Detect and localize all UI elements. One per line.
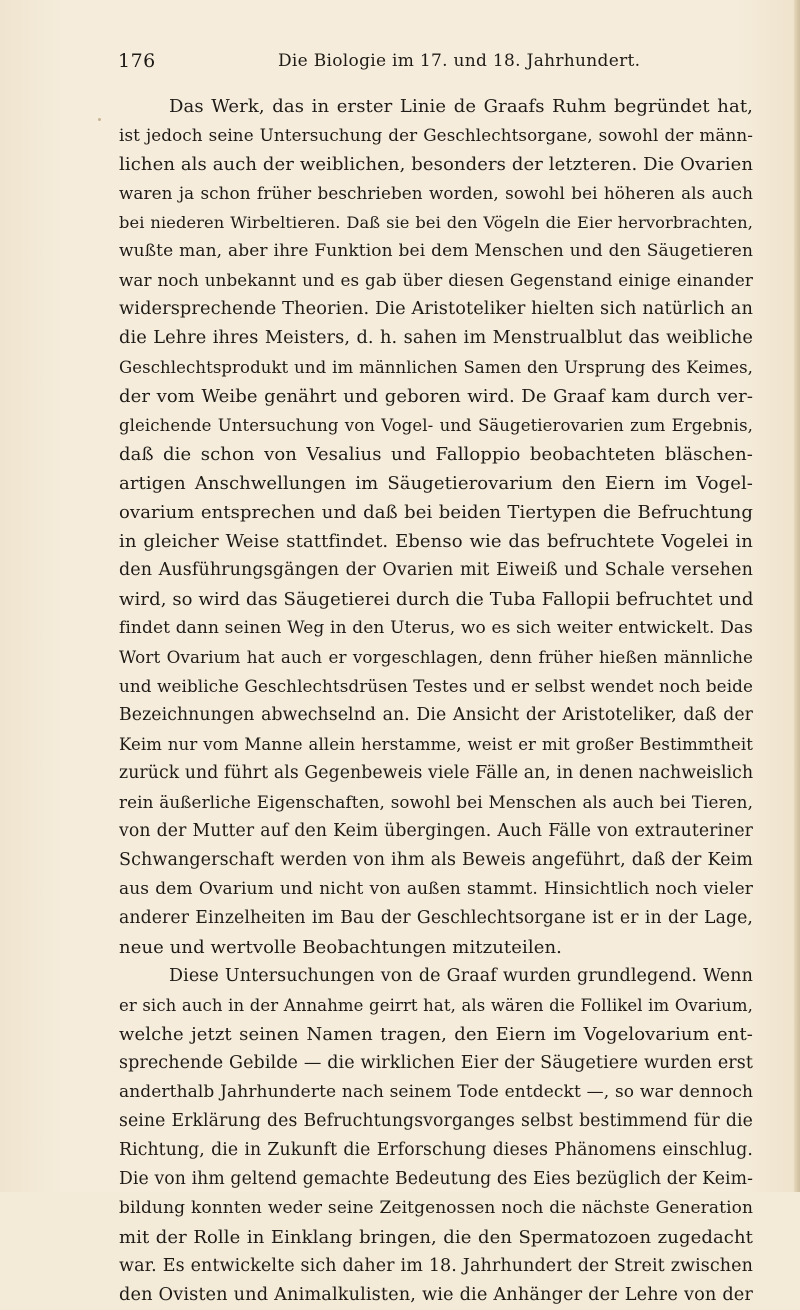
text-line: von der Mutter auf den Keim übergingen. Auch Fälle von extrauteriner	[119, 821, 753, 841]
text-line: anderer Einzelheiten im Bau der Geschlechtsorgane ist er in der Lage,	[119, 908, 753, 928]
text-line: lichen als auch der weiblichen, besonders der letzteren. Die Ovarien	[119, 154, 754, 175]
text-line: bildung konnten weder seine Zeitgenossen noch die nächste Generation	[119, 1198, 753, 1218]
running-header	[118, 50, 754, 76]
text-line: den Ausführungsgängen der Ovarien mit Eiweiß und Schale versehen	[119, 560, 753, 580]
text-line: neue und wertvolle Beobachtungen mitzuteilen.	[119, 937, 562, 958]
running-title: Die Biologie im 17. und 18. Jahrhundert.	[278, 51, 641, 71]
text-line: in gleicher Weise stattfindet. Ebenso wie das befruchtete Vogelei in	[119, 531, 753, 552]
text-line: ist jedoch seine Untersuchung der Geschlechtsorgane, sowohl der männ-	[119, 125, 753, 145]
text-line: Schwangerschaft werden von ihm als Beweis angeführt, daß der Keim	[119, 850, 753, 870]
text-line: war. Es entwickelte sich daher im 18. Jahrhundert der Streit zwischen	[119, 1256, 753, 1276]
text-line: bei niederen Wirbeltieren. Daß sie bei den Vögeln die Eier hervorbrachten,	[119, 213, 753, 232]
text-line: mit der Rolle in Einklang bringen, die den Spermatozoen zugedacht	[119, 1227, 753, 1248]
text-line: wußte man, aber ihre Funktion bei dem Menschen und den Säugetieren	[119, 241, 753, 261]
text-line: Die von ihm geltend gemachte Bedeutung des Eies bezüglich der Keim-	[119, 1169, 754, 1189]
text-line: und weibliche Geschlechtsdrüsen Testes und er selbst wendet noch beide	[119, 676, 753, 696]
text-line: anderthalb Jahrhunderte nach seinem Tode entdeckt —, so war dennoch	[119, 1082, 753, 1102]
text-line: aus dem Ovarium und nicht von außen stammt. Hinsichtlich noch vieler	[119, 879, 753, 899]
text-line: zurück und führt als Gegenbeweis viele Fälle an, in denen nachweislich	[119, 763, 754, 783]
text-line: Richtung, die in Zukunft die Erforschung dieses Phänomens einschlug.	[119, 1140, 753, 1160]
text-line: wird, so wird das Säugetierei durch die Tuba Fallopii befruchtet und	[119, 589, 754, 610]
text-line: Das Werk, das in erster Linie de Graafs Ruhm begründet hat,	[169, 96, 753, 117]
text-line: rein äußerliche Eigenschaften, sowohl bei Menschen als auch bei Tieren,	[119, 792, 753, 812]
body-text	[119, 92, 753, 1310]
text-line: artigen Anschwellungen im Säugetierovarium den Eiern im Vogel-	[119, 473, 753, 494]
text-line: die Lehre ihres Meisters, d. h. sahen im Menstrualblut das weibliche	[119, 328, 753, 348]
text-line: daß die schon von Vesalius und Falloppio beobachteten bläschen-	[119, 444, 753, 465]
text-line: findet dann seinen Weg in den Uterus, wo es sich weiter entwickelt. Das	[119, 618, 753, 638]
text-line: den Ovisten und Animalkulisten, wie die Anhänger der Lehre von der	[119, 1285, 753, 1305]
text-line: sprechende Gebilde — die wirklichen Eier der Säugetiere wurden erst	[119, 1053, 753, 1073]
paper-speck	[98, 118, 101, 121]
text-line: Bezeichnungen abwechselnd an. Die Ansicht der Aristoteliker, daß der	[119, 705, 753, 725]
text-line: welche jetzt seinen Namen tragen, den Eiern im Vogelovarium ent-	[119, 1024, 753, 1045]
page-edge-shadow	[794, 0, 800, 1192]
text-line: gleichende Untersuchung von Vogel- und Säugetierovarien zum Ergebnis,	[119, 416, 753, 435]
text-line: Wort Ovarium hat auch er vorgeschlagen, denn früher hießen männliche	[119, 647, 753, 667]
text-line: Keim nur vom Manne allein herstamme, weist er mit großer Bestimmtheit	[119, 735, 753, 754]
text-line: der vom Weibe genährt und geboren wird. De Graaf kam durch ver-	[119, 386, 753, 407]
text-line: war noch unbekannt und es gab über diesen Gegenstand einige einander	[119, 270, 753, 290]
text-line: Diese Untersuchungen von de Graaf wurden grundlegend. Wenn	[169, 966, 753, 986]
text-line: ovarium entsprechen und daß bei beiden Tiertypen die Befruchtung	[119, 502, 753, 523]
text-line: waren ja schon früher beschrieben worden, sowohl bei höheren als auch	[119, 183, 753, 203]
text-line: seine Erklärung des Befruchtungsvorganges selbst bestimmend für die	[119, 1111, 753, 1131]
text-line: widersprechende Theorien. Die Aristoteliker hielten sich natürlich an	[119, 299, 753, 319]
page-number: 176	[118, 50, 156, 72]
text-line: Geschlechtsprodukt und im männlichen Samen den Ursprung des Keimes,	[119, 358, 753, 377]
text-line: er sich auch in der Annahme geirrt hat, als wären die Follikel im Ovarium,	[119, 996, 753, 1015]
